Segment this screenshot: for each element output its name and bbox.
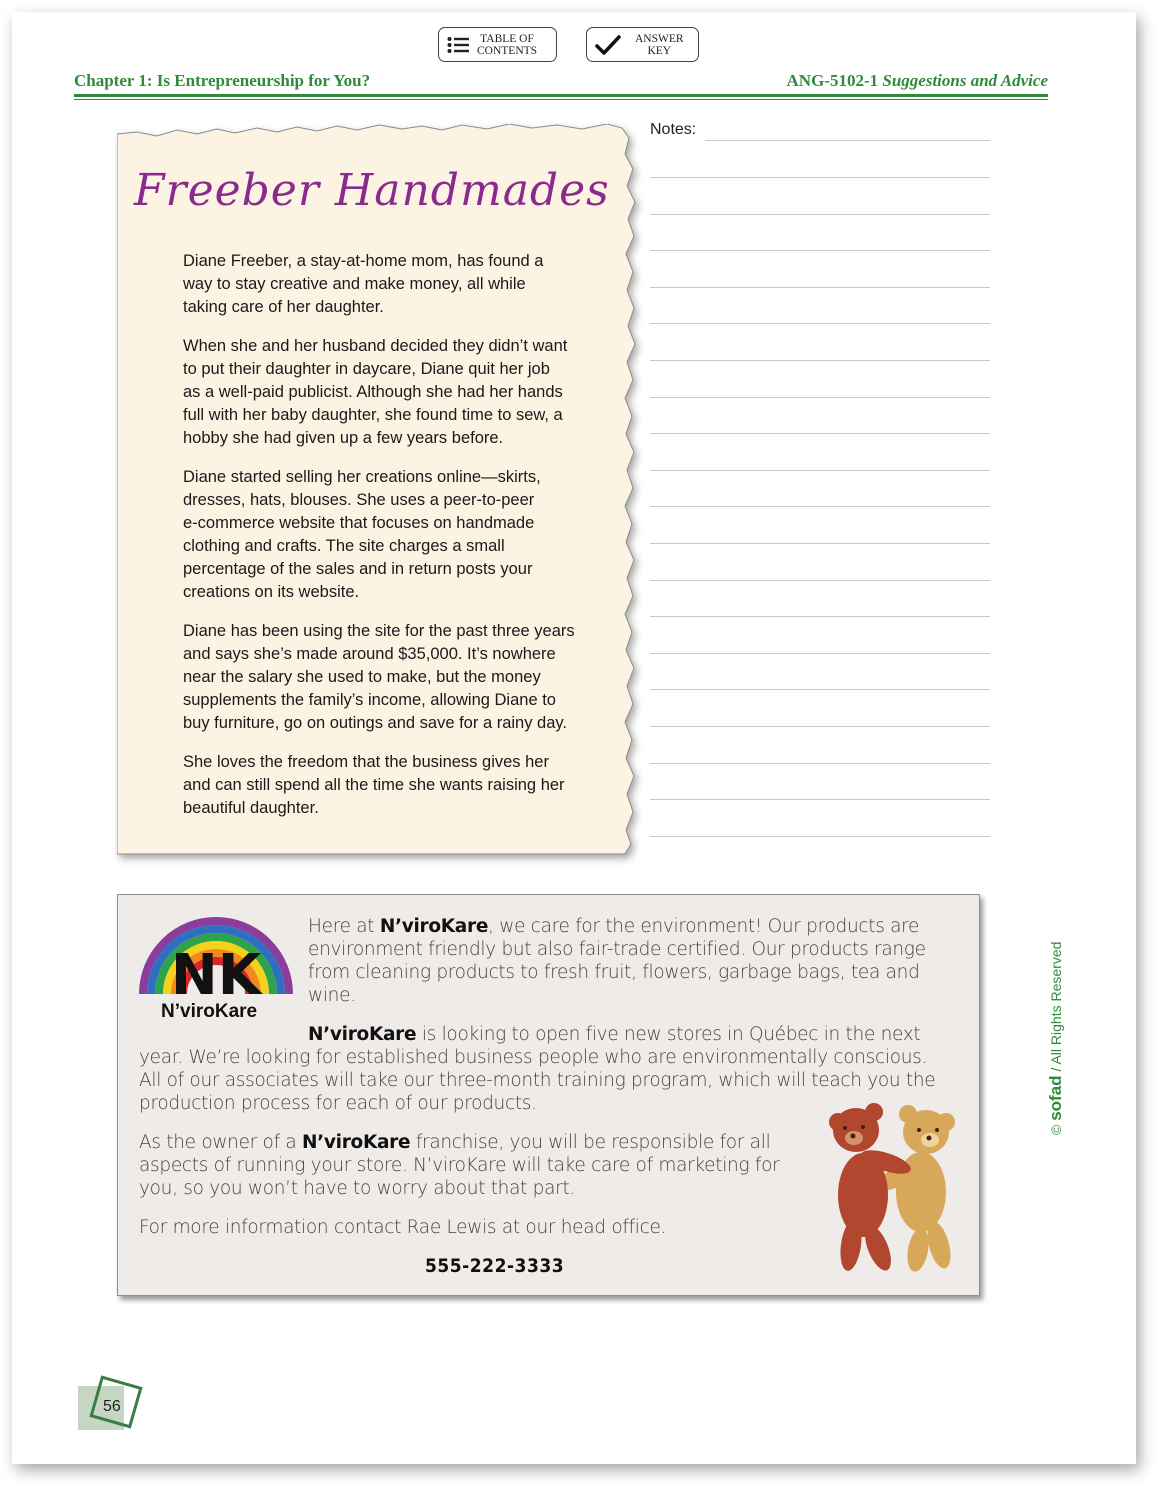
note-line[interactable] (650, 689, 990, 690)
ad-paragraph-2-line1 (308, 1023, 968, 1046)
ad-p2-line2: year. We’re looking for established business people who are environmentally conscious. (139, 1047, 928, 1068)
story-line: and can still spend all the time she wants raising her (183, 776, 565, 794)
copyright-text: / All Rights Reserved (1048, 941, 1064, 1076)
note-line[interactable] (650, 836, 990, 837)
story-line: When she and her husband decided they didn’t want (183, 337, 568, 355)
checkmark-icon (595, 34, 621, 56)
logo-initials: NK (170, 943, 262, 1004)
note-line[interactable] (650, 653, 990, 654)
header-rule-thin (74, 99, 1048, 100)
toc-label (477, 33, 537, 57)
ad-p1-line4: wine. (308, 985, 356, 1006)
story-line: dresses, hats, blouses. She uses a peer-to-peer (183, 491, 535, 509)
story-line: buy furniture, go on outings and save for a rainy day. (183, 714, 568, 732)
story-line: Diane started selling her creations online—skirts, (183, 468, 541, 486)
ad-p2-line1: is looking to open five new stores in Québec in the next (416, 1024, 921, 1045)
note-line[interactable] (650, 726, 990, 727)
story-paragraph (183, 466, 613, 604)
ad-paragraph-4: For more information contact Rae Lewis at our head office. (139, 1217, 667, 1238)
ad-p1-pre: Here at (308, 916, 380, 937)
story-line: clothing and crafts. The site charges a small (183, 537, 505, 555)
story-line: to put their daughter in daycare, Diane quit her job (183, 360, 550, 378)
story-paragraph (183, 620, 613, 735)
story-line: full with her baby daughter, she found time to sew, a (183, 406, 563, 424)
story-line: She loves the freedom that the business gives her (183, 753, 549, 771)
note-line[interactable] (650, 470, 990, 471)
answer-key-label-line2: KEY (647, 44, 672, 57)
story-line: Diane has been using the site for the past three years (183, 622, 575, 640)
story-line: e-commerce website that focuses on handmade (183, 514, 535, 532)
note-line[interactable] (650, 543, 990, 544)
note-line[interactable] (650, 799, 990, 800)
ad-paragraph-1 (308, 915, 968, 1007)
ad-p3-line1: franchise, you will be responsible for all (410, 1132, 771, 1153)
story-paragraph (183, 335, 613, 450)
story-title: Freeber Handmades (134, 165, 610, 216)
running-header (74, 70, 1048, 94)
ad-p1-line2: environment friendly but also fair-trade certified. Our products range (308, 939, 926, 960)
note-line[interactable] (650, 360, 990, 361)
section-name: Suggestions and Advice (882, 71, 1048, 90)
story-line: beautiful daughter. (183, 799, 319, 817)
notes-label: Notes: (650, 121, 697, 138)
ad-p3-brand: N’viroKare (302, 1132, 411, 1153)
logo-name: N’viroKare (161, 1001, 258, 1022)
note-line[interactable] (650, 287, 990, 288)
ad-p2-brand: N’viroKare (308, 1024, 417, 1045)
ad-p1-line1: , we care for the environment! Our products are (488, 916, 920, 937)
ad-p1-brand: N’viroKare (379, 916, 489, 937)
copyright-notice (1046, 942, 1066, 1135)
copyright-brand: sofad (1046, 1075, 1065, 1121)
note-line[interactable] (650, 433, 990, 434)
table-of-contents-button[interactable] (438, 27, 557, 62)
story-body (183, 250, 613, 836)
answer-key-button[interactable] (586, 27, 699, 62)
ad-p3-pre: As the owner of a (139, 1132, 302, 1153)
story-line: Diane Freeber, a stay-at-home mom, has found a (183, 252, 544, 270)
story-line: creations on its website. (183, 583, 360, 601)
toc-label-line1: TABLE OF (480, 32, 534, 45)
note-line[interactable] (650, 323, 990, 324)
ad-p2-line3: All of our associates will take our three-month training program, which will teach you the (139, 1070, 936, 1091)
note-line[interactable] (650, 763, 990, 764)
story-paragraph (183, 250, 613, 319)
note-line[interactable] (650, 506, 990, 507)
answer-key-label (635, 33, 684, 57)
note-line[interactable] (650, 177, 990, 178)
note-line[interactable] (650, 616, 990, 617)
phone-number: 555-222-3333 (425, 1255, 565, 1277)
ad-p2-line4: production process for each of our products. (139, 1093, 537, 1114)
rainbow-logo (137, 914, 295, 1004)
note-line[interactable] (650, 580, 990, 581)
story-line: and says she’s made around $35,000. It’s nowhere (183, 645, 556, 663)
ad-p3-line2: aspects of running your store. N’viroKare will take care of marketing for (139, 1155, 780, 1176)
story-line: near the salary she used to make, but the money (183, 668, 541, 686)
copyright-symbol: © (1048, 1124, 1064, 1135)
note-line[interactable] (705, 140, 990, 141)
note-line[interactable] (650, 250, 990, 251)
story-line: supplements the family’s income, allowing Diane to (183, 691, 556, 709)
course-code: ANG-5102-1 (786, 71, 879, 90)
list-icon (447, 36, 469, 54)
story-line: percentage of the sales and in return posts your (183, 560, 533, 578)
note-line[interactable] (650, 397, 990, 398)
story-line: taking care of her daughter. (183, 298, 384, 316)
header-rule (74, 94, 1048, 97)
ad-p1-line3: from cleaning products to fresh fruit, flowers, garbage bags, tea and (308, 962, 920, 983)
story-line: as a well-paid publicist. Although she had her hands (183, 383, 563, 401)
page-number: 56 (103, 1398, 121, 1415)
note-line[interactable] (650, 214, 990, 215)
course-section (787, 71, 1048, 91)
answer-key-label-line1: ANSWER (635, 32, 684, 45)
chapter-title: Chapter 1: Is Entrepreneurship for You? (74, 71, 371, 90)
ad-p3-line3: you, so you won’t have to worry about that part. (139, 1178, 575, 1199)
ad-paragraph-3 (139, 1131, 819, 1200)
story-paragraph (183, 751, 613, 820)
teddy-bears-illustration (826, 1100, 960, 1275)
story-line: hobby she had given up a few years before. (183, 429, 504, 447)
story-line: way to stay creative and make money, all while (183, 275, 526, 293)
toc-label-line2: CONTENTS (477, 44, 538, 57)
